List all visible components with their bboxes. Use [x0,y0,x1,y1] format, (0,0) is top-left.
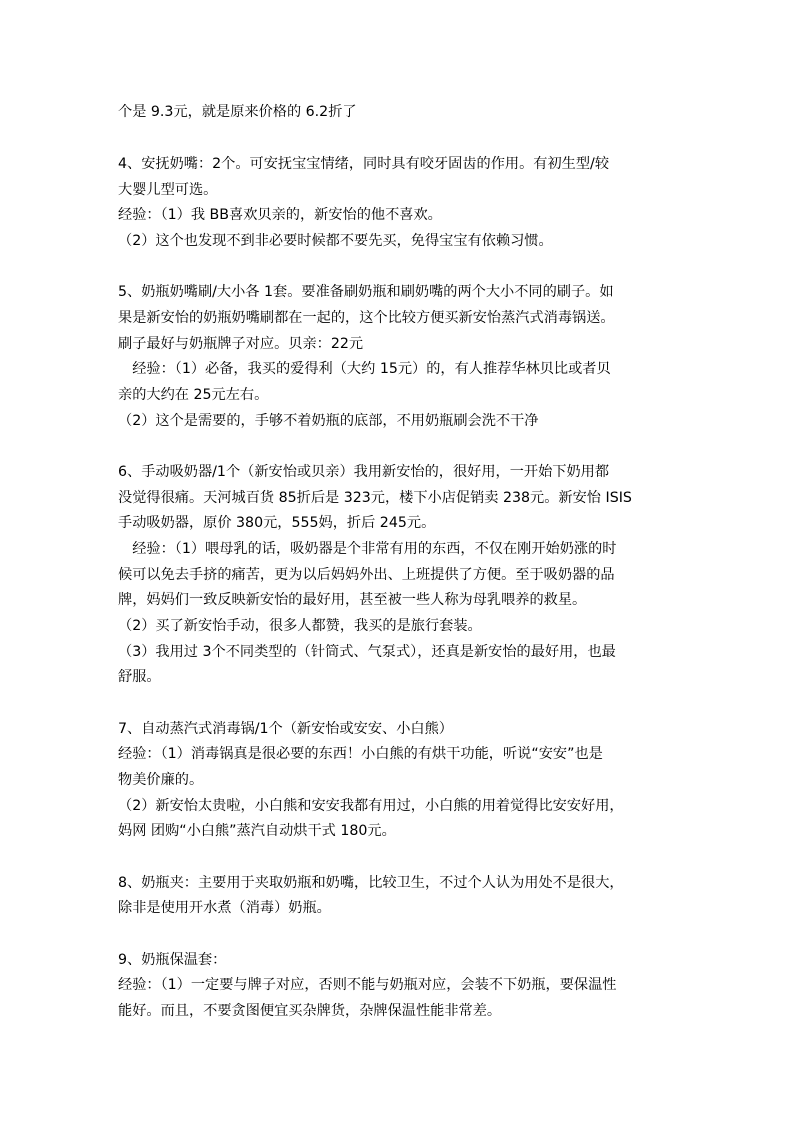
text-line: 妈网 团购“小白熊”蒸汽自动烘干式 180元。 [118,823,396,839]
text-line: 经验：（1）必备，我买的爱得利（大约 15元）的，有人推荐华林贝比或者贝 [118,361,611,377]
text-line: （2）新安怡太贵啦，小白熊和安安我都有用过，小白熊的用着觉得比安安好用， [118,798,624,814]
text-line: 4、安抚奶嘴：2个。可安抚宝宝情绪，同时具有咬牙固齿的作用。有初生型/较 [118,156,610,172]
text-line: 大婴儿型可选。 [118,182,218,198]
text-line: （2）买了新安怡手动，很多人都赞，我买的是旅行套装。 [118,618,482,634]
text-line: （3）我用过 3个不同类型的（针筒式、气泵式），还真是新安怡的最好用，也最 [118,644,616,660]
text-line: 6、手动吸奶器/1个（新安怡或贝亲）我用新安怡的，很好用，一开始下奶用都 [118,464,610,480]
text-line: 亲的大约在 25元左右。 [118,387,269,403]
text-line: 刷子最好与奶瓶牌子对应。贝亲：22元 [118,336,364,352]
text-line: 8、奶瓶夹：主要用于夹取奶瓶和奶嘴，比较卫生，不过个人认为用处不是很大， [118,875,624,891]
text-line: 个是 9.3元，就是原来价格的 6.2折了 [118,104,357,120]
text-line: （2）这个也发现不到非必要时候都不要先买，免得宝宝有依赖习惯。 [118,233,553,249]
text-line: 9、奶瓶保温套： [118,952,227,968]
text-line: 除非是使用开水煮（消毒）奶瓶。 [118,900,331,916]
text-line: 经验：（1）一定要与牌子对应，否则不能与奶瓶对应，会装不下奶瓶，要保温性 [118,977,617,993]
text-line: 没觉得很痛。天河城百货 85折后是 323元，楼下小店促销卖 238元。新安怡 ISIS [118,490,632,506]
text-line: 手动吸奶器，原价 380元，555妈，折后 245元。 [118,515,436,531]
text-line: 果是新安怡的奶瓶奶嘴刷都在一起的，这个比较方便买新安怡蒸汽式消毒锅送。 [118,310,615,326]
text-line: 物美价廉的。 [118,772,204,788]
text-line: 经验：（1）喂母乳的话，吸奶器是个非常有用的东西，不仅在刚开始奶涨的时 [118,541,617,557]
text-line: 5、奶瓶奶嘴刷/大小各 1套。要准备刷奶瓶和刷奶嘴的两个大小不同的刷子。如 [118,284,614,300]
text-line: 经验：（1）我 BB喜欢贝亲的，新安怡的他不喜欢。 [118,207,442,223]
text-line: 舒服。 [118,669,161,685]
text-line: 经验：（1）消毒锅真是很必要的东西！小白熊的有烘干功能，听说“安安”也是 [118,746,603,762]
text-line: （2）这个是需要的，手够不着奶瓶的底部，不用奶瓶刷会洗不干净 [118,413,539,429]
text-line: 能好。而且，不要贪图便宜买杂牌货，杂牌保温性能非常差。 [118,1003,502,1019]
text-line: 牌，妈妈们一致反映新安怡的最好用，甚至被一些人称为母乳喂养的救星。 [118,592,587,608]
text-line: 候可以免去手挤的痛苦，更为以后妈妈外出、上班提供了方便。至于吸奶器的品 [118,567,615,583]
text-line: 7、自动蒸汽式消毒锅/1个（新安怡或安安、小白熊） [118,721,453,737]
